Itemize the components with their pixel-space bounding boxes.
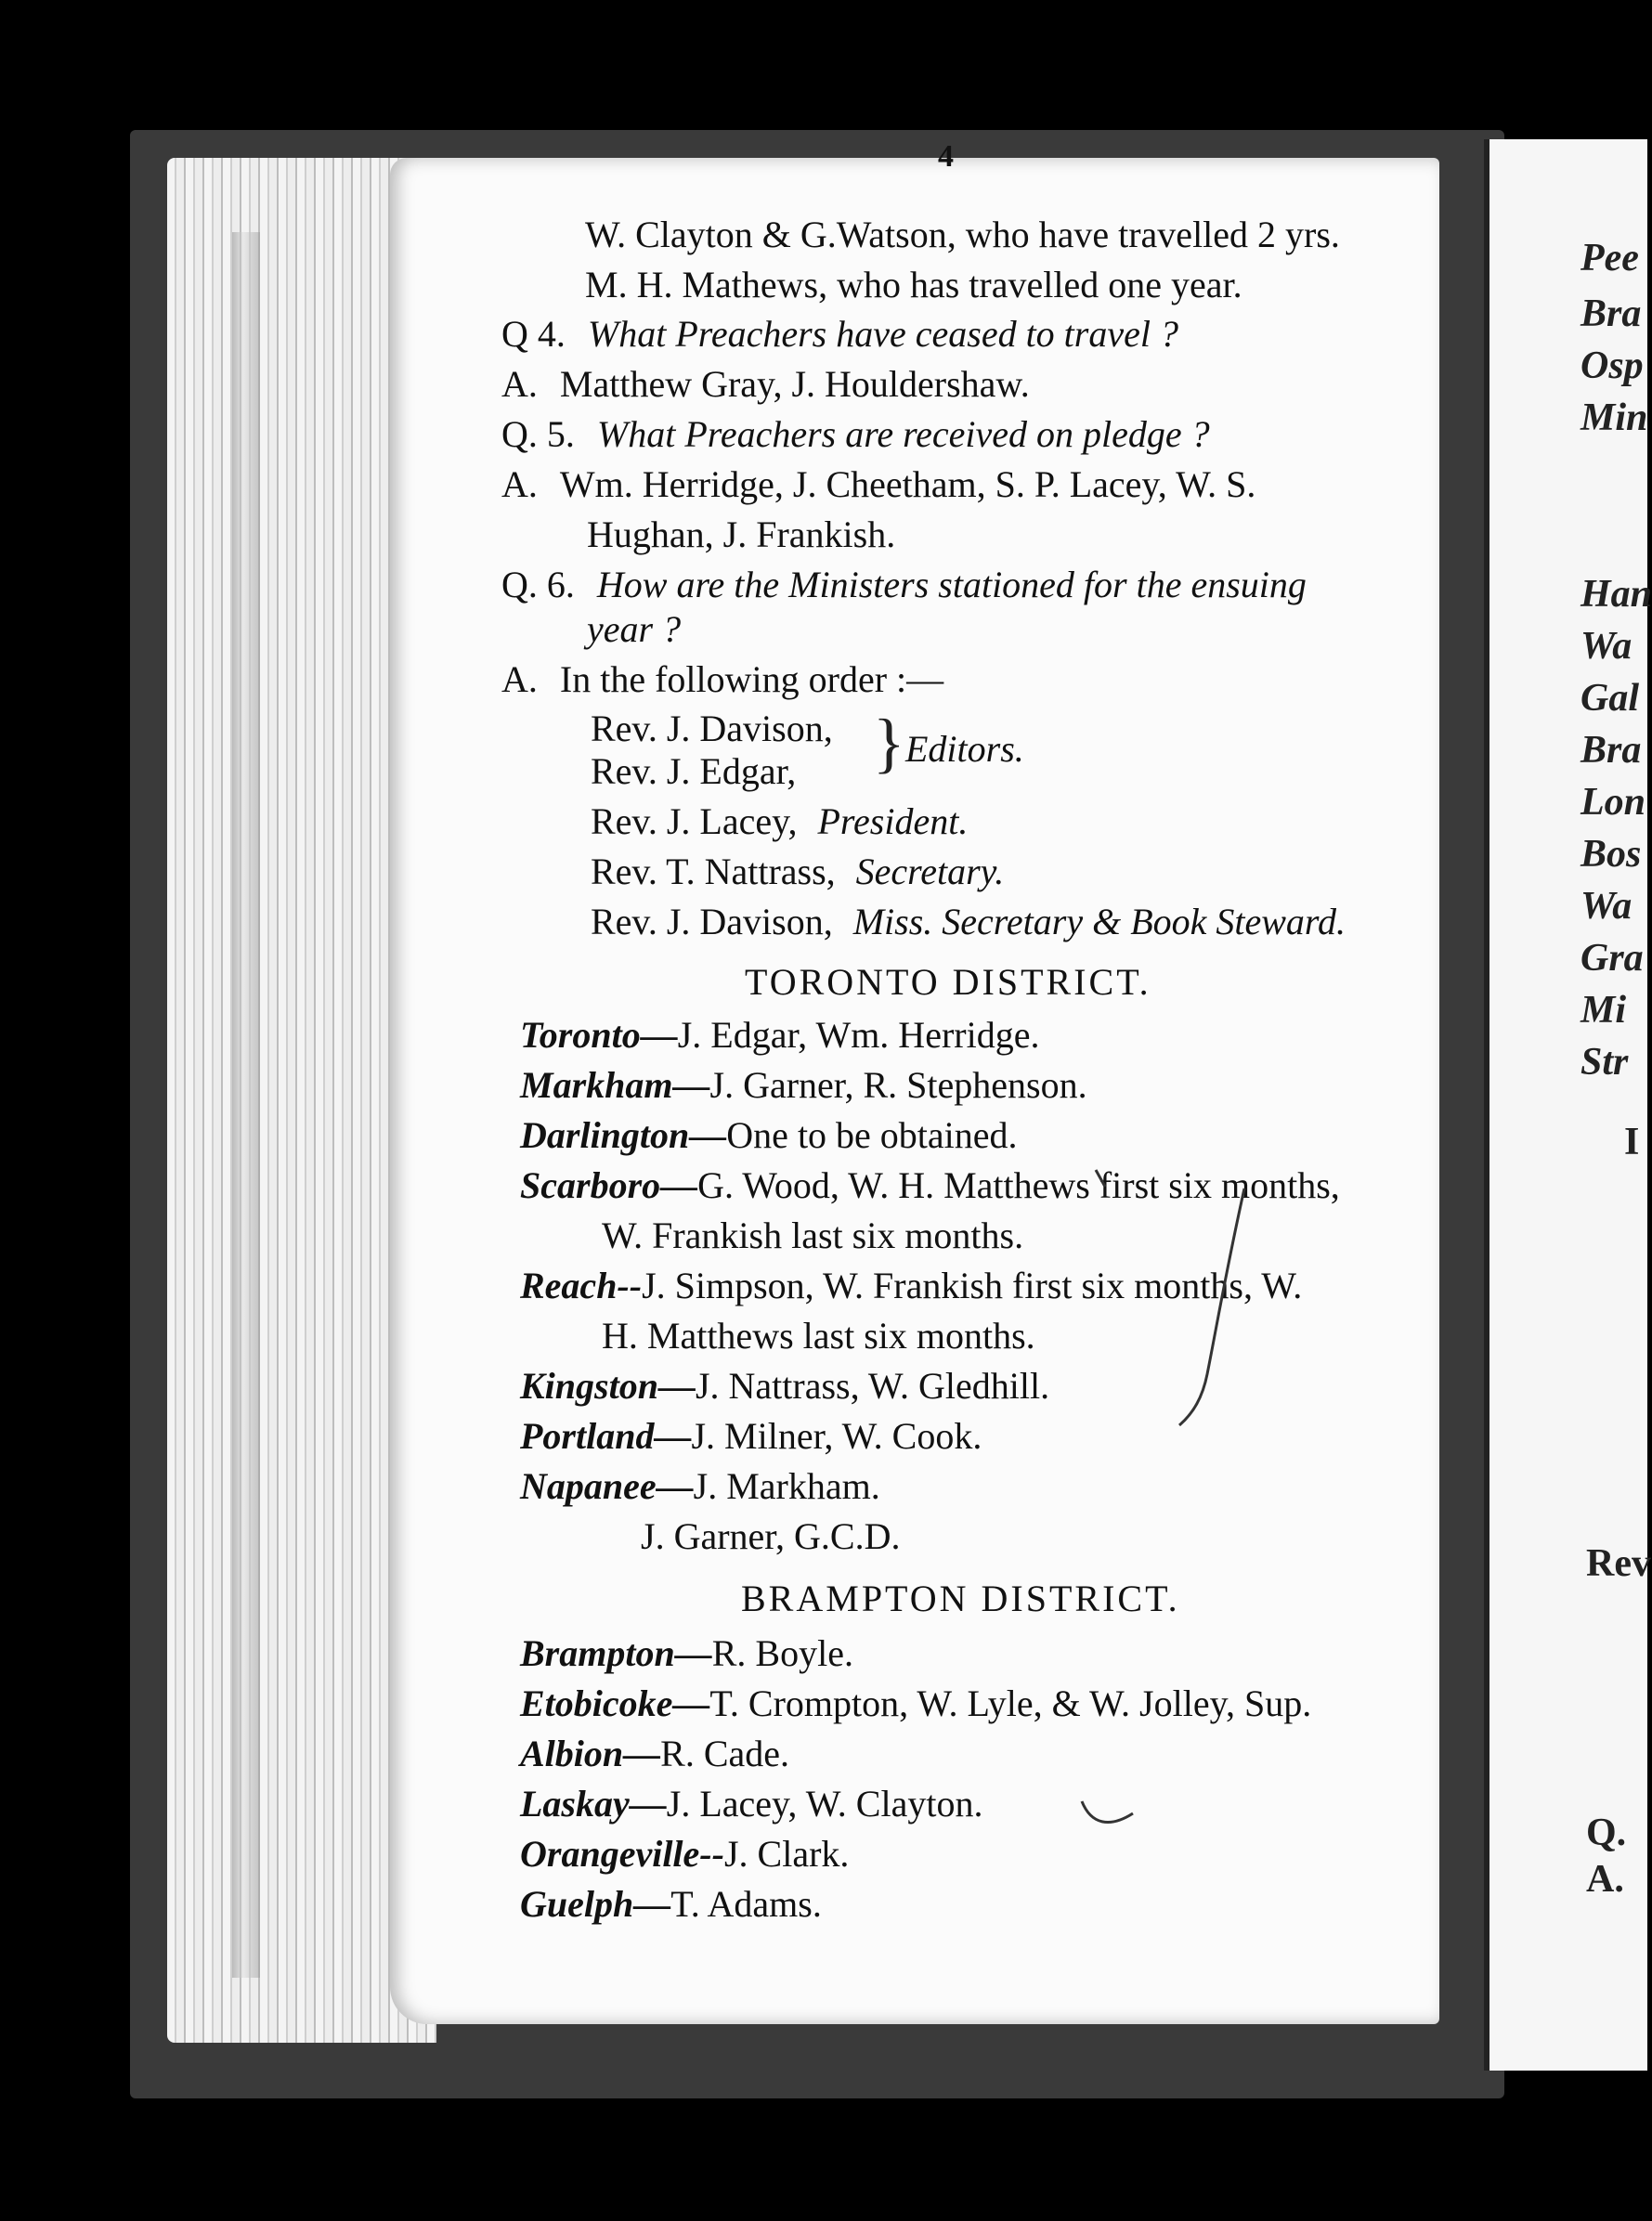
station-place: Markham—	[520, 1064, 710, 1106]
miss-secretary-role: Miss. Secretary & Book Steward.	[852, 901, 1346, 942]
question-5-text: What Preachers are received on pledge ?	[596, 413, 1210, 455]
station-ministers: J. Milner, W. Cook.	[691, 1415, 982, 1457]
facing-fragment: A.	[1586, 1858, 1624, 1901]
facing-page	[1484, 139, 1652, 2071]
facing-fragment: Gal	[1580, 677, 1639, 720]
editor-2: Rev. J. Edgar,	[591, 750, 797, 792]
facing-fragment: Pee	[1580, 237, 1639, 279]
station-ministers: J. Lacey, W. Clayton.	[666, 1783, 983, 1825]
president-role: President.	[817, 800, 969, 842]
station-portland	[520, 1413, 982, 1460]
station-ministers: J. Edgar, Wm. Herridge.	[677, 1014, 1040, 1056]
page-number: 4	[938, 139, 954, 174]
station-place: Toronto—	[520, 1014, 678, 1056]
question-6	[501, 562, 1307, 608]
toronto-gcd: J. Garner, G.C.D.	[641, 1515, 901, 1557]
facing-fragment: Bra	[1580, 292, 1642, 335]
brampton-district-heading: BRAMPTON DISTRICT.	[741, 1578, 1180, 1619]
station-ministers: J. Garner, R. Stephenson.	[709, 1064, 1087, 1106]
station-markham	[520, 1062, 1087, 1109]
station-laskay	[520, 1781, 982, 1827]
facing-fragment: Bos	[1580, 833, 1642, 876]
pencil-tick	[1077, 1797, 1142, 1834]
station-toronto	[520, 1012, 1039, 1059]
editor-1: Rev. J. Davison,	[591, 708, 833, 749]
facing-fragment: Rev	[1586, 1542, 1651, 1585]
station-place: Laskay—	[520, 1783, 667, 1825]
station-ministers: R. Cade.	[660, 1733, 790, 1774]
station-ministers: J. Clark.	[723, 1833, 850, 1875]
facing-fragment: Lon	[1580, 781, 1646, 824]
answer-4	[501, 361, 1030, 408]
station-place: Guelph—	[520, 1883, 671, 1925]
secretary-name: Rev. T. Nattrass,	[591, 851, 836, 892]
answer-4-prefix: A.	[501, 363, 538, 405]
secretary-role: Secretary.	[855, 851, 1005, 892]
miss-secretary-line	[591, 899, 1346, 945]
question-4	[501, 311, 1178, 357]
station-napanee	[520, 1463, 880, 1510]
secretary-line	[591, 849, 1004, 895]
station-place: Reach--	[520, 1265, 643, 1306]
question-5	[501, 411, 1210, 458]
line-mathews: M. H. Mathews, who has travelled one year.	[585, 264, 1242, 305]
station-darlington	[520, 1112, 1018, 1159]
facing-fragment: Bra	[1580, 729, 1642, 772]
facing-fragment: Str	[1580, 1041, 1629, 1084]
answer-4-text: Matthew Gray, J. Houldershaw.	[559, 363, 1030, 405]
facing-fragment: Min	[1580, 396, 1648, 439]
station-place: Napanee—	[520, 1465, 694, 1507]
station-place: Scarboro—	[520, 1164, 698, 1206]
station-ministers: One to be obtained.	[726, 1114, 1018, 1156]
station-ministers: G. Wood, W. H. Matthews first six months,	[697, 1164, 1340, 1206]
facing-fragment: I	[1624, 1121, 1640, 1163]
editors-label: Editors.	[905, 728, 1024, 770]
station-place: Etobicoke—	[520, 1682, 710, 1724]
brace-mark: }	[873, 706, 905, 780]
station-place: Darlington—	[520, 1114, 727, 1156]
president-line	[591, 799, 968, 845]
station-place: Portland—	[520, 1415, 692, 1457]
facing-fragment: Osp	[1580, 344, 1644, 387]
toronto-district-heading: TORONTO DISTRICT.	[745, 961, 1151, 1003]
station-brampton	[520, 1630, 853, 1677]
station-place: Brampton—	[520, 1632, 712, 1674]
facing-fragment: Gra	[1580, 937, 1644, 980]
question-6-cont: year ?	[587, 608, 682, 650]
line-clayton: W. Clayton & G.Watson, who have travelled 2 yrs.	[585, 214, 1340, 255]
question-5-prefix: Q. 5.	[501, 413, 575, 455]
answer-5	[501, 461, 1255, 508]
station-ministers: J. Nattrass, W. Gledhill.	[695, 1365, 1050, 1407]
station-place: Kingston—	[520, 1365, 696, 1407]
president-name: Rev. J. Lacey,	[591, 800, 798, 842]
facing-fragment: Han	[1580, 573, 1652, 616]
station-reach-cont: H. Matthews last six months.	[602, 1315, 1035, 1357]
station-albion	[520, 1731, 789, 1777]
answer-5-prefix: A.	[501, 463, 538, 505]
station-guelph	[520, 1881, 822, 1928]
question-4-text: What Preachers have ceased to travel ?	[587, 313, 1178, 355]
answer-6	[501, 656, 943, 703]
station-ministers: T. Adams.	[670, 1883, 822, 1925]
miss-secretary-name: Rev. J. Davison,	[591, 901, 833, 942]
station-kingston	[520, 1363, 1049, 1409]
station-place: Albion—	[520, 1733, 661, 1774]
answer-6-text: In the following order :—	[559, 658, 944, 700]
station-ministers: T. Crompton, W. Lyle, & W. Jolley, Sup.	[709, 1682, 1312, 1724]
answer-5-text: Wm. Herridge, J. Cheetham, S. P. Lacey, W. S.	[559, 463, 1256, 505]
question-6-text: How are the Ministers stationed for the ensuing	[596, 564, 1307, 605]
facing-fragment: Wa	[1580, 885, 1632, 928]
station-orangeville	[520, 1831, 849, 1877]
station-scarboro-cont: W. Frankish last six months.	[602, 1214, 1024, 1256]
station-ministers: R. Boyle.	[711, 1632, 853, 1674]
pencil-annotation	[1068, 1170, 1272, 1430]
station-ministers: J. Markham.	[693, 1465, 880, 1507]
question-4-prefix: Q 4.	[501, 313, 566, 355]
facing-fragment: Wa	[1580, 625, 1632, 668]
answer-6-prefix: A.	[501, 658, 538, 700]
answer-5-cont: Hughan, J. Frankish.	[587, 513, 896, 555]
station-etobicoke	[520, 1681, 1311, 1727]
facing-fragment: Mi	[1580, 989, 1627, 1032]
facing-fragment: Q.	[1586, 1812, 1627, 1854]
station-place: Orangeville--	[520, 1833, 724, 1875]
station-ministers: J. Simpson, W. Frankish first six months, W.	[642, 1265, 1303, 1306]
question-6-prefix: Q. 6.	[501, 564, 575, 605]
